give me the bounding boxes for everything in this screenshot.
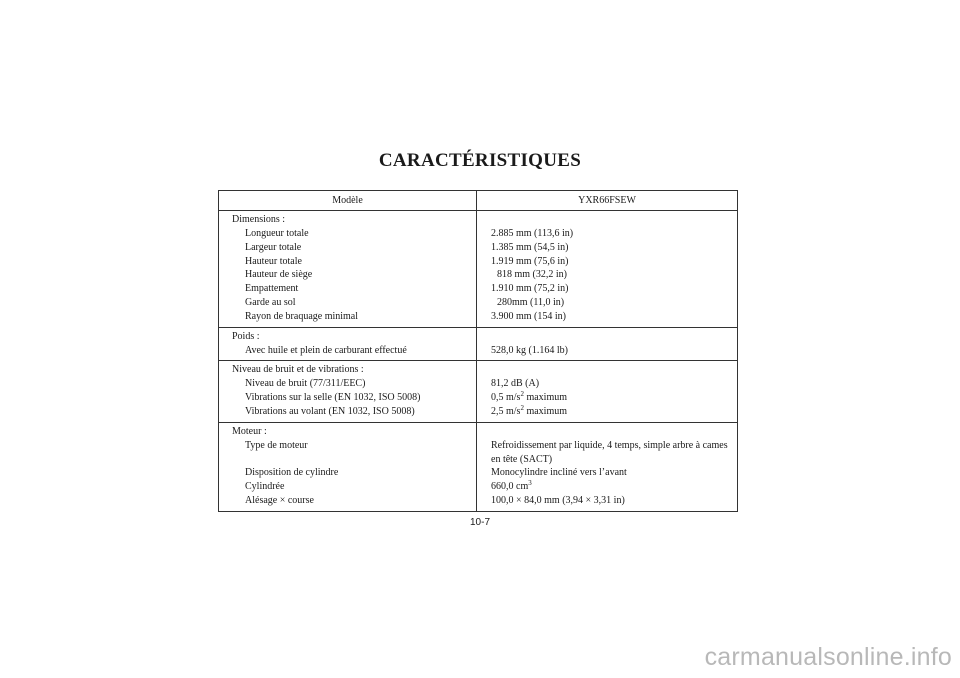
row-label: Vibrations sur la selle (EN 1032, ISO 5008) — [245, 392, 421, 404]
table-header-row — [219, 191, 737, 211]
row-value: 1.910 mm (75,2 in) — [491, 283, 569, 295]
section-label: Dimensions : — [232, 214, 286, 225]
row-label: Alésage × course — [245, 495, 314, 507]
section-moteur — [219, 423, 737, 511]
row-label: Vibrations au volant (EN 1032, ISO 5008) — [245, 405, 415, 417]
row-label: Empattement — [245, 283, 299, 295]
header-model-value: YXR66FSEW — [578, 195, 636, 206]
row-value: 0,5 $m/s^2$ maximum — [491, 390, 568, 404]
row-label: Cylindrée — [245, 481, 285, 493]
specifications-table — [218, 190, 738, 512]
row-value: 1.919 mm (75,6 in) — [491, 255, 569, 267]
page-title: CARACTÉRISTIQUES — [378, 150, 582, 171]
row-label: Rayon de braquage minimal — [245, 310, 359, 322]
row-label: Hauteur totale — [245, 255, 302, 267]
row-label: Hauteur de siège — [245, 269, 313, 281]
row-value: 3.900 mm (154 in) — [491, 310, 566, 322]
row-value: 280mm (11,0 in) — [497, 297, 565, 309]
section-dimensions — [219, 211, 737, 328]
row-value: 1.385 mm (54,5 in) — [491, 241, 569, 253]
row-value: Monocylindre incliné vers l’avant — [491, 467, 627, 479]
row-value: 2.885 mm (113,6 in) — [491, 227, 574, 239]
row-label: Longueur totale — [245, 227, 309, 239]
section-poids — [219, 328, 737, 362]
row-label: Largeur totale — [245, 241, 302, 253]
page-number: 10-7 — [469, 517, 490, 528]
row-label: Disposition de cylindre — [245, 467, 339, 479]
watermark: carmanualsonline.info — [704, 643, 952, 671]
section-label: Moteur : — [232, 425, 267, 437]
header-model-label: Modèle — [219, 191, 477, 210]
section-label: Poids : — [232, 330, 260, 342]
row-value: 660,0 $cm^3$ — [491, 479, 532, 493]
row-value: 2,5 $m/s^2$ maximum — [491, 403, 568, 417]
row-value: 81,2 dB (A) — [491, 378, 540, 390]
row-label: Niveau de bruit (77/311/EEC) — [245, 378, 366, 390]
row-value: Refroidissement par liquide, 4 temps, simple arbre à cames en tête (SACT) — [491, 439, 728, 465]
row-value: 818 mm (32,2 in) — [497, 269, 567, 281]
row-label: Avec huile et plein de carburant effectué — [245, 344, 407, 356]
section-bruit-vibrations — [219, 361, 737, 422]
section-label: Niveau de bruit et de vibrations : — [232, 364, 364, 376]
row-label: Type de moteur — [245, 439, 308, 451]
row-value: 528,0 kg (1.164 lb) — [491, 344, 568, 356]
row-label: Garde au sol — [245, 297, 296, 309]
row-value: 100,0 × 84,0 mm (3,94 × 3,31 in) — [491, 495, 625, 507]
